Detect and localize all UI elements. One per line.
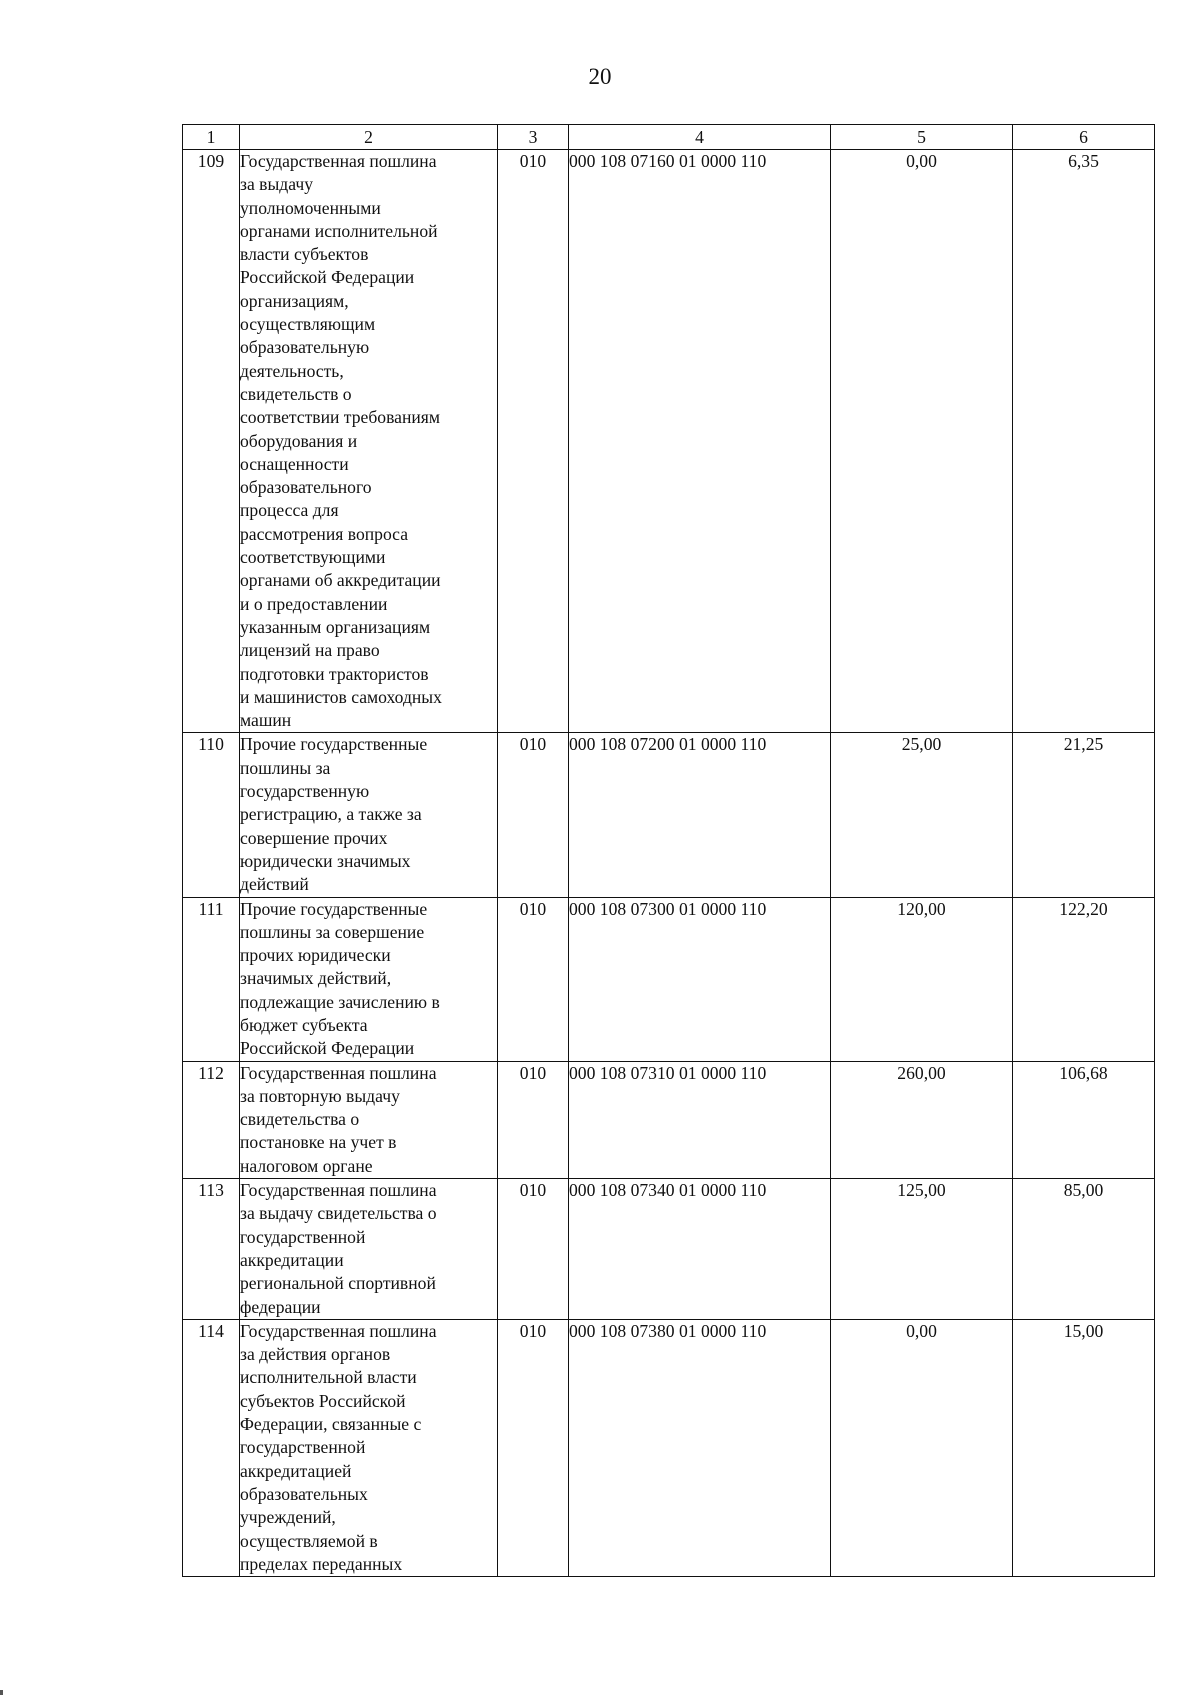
table-row xyxy=(183,1179,1155,1320)
revenue-name-cell xyxy=(240,1179,498,1320)
revenue-name-line: юридически значимых xyxy=(240,850,411,871)
revenue-name-line: лицензий на право xyxy=(240,640,380,661)
revenue-name-line: пределах переданных xyxy=(240,1553,403,1574)
revenue-name-line: рассмотрения вопроса xyxy=(240,523,409,544)
budget-classification-code-cell: 000 108 07380 01 0000 110 xyxy=(569,1319,831,1576)
row-number-cell: 113 xyxy=(183,1179,240,1320)
amount-col5-cell: 0,00 xyxy=(831,150,1013,733)
budget-classification-code-cell: 000 108 07200 01 0000 110 xyxy=(569,733,831,897)
revenue-name-line: соответствии требованиям xyxy=(240,407,441,428)
revenue-name-line: совершение прочих xyxy=(240,827,388,848)
amount-col6-cell: 85,00 xyxy=(1013,1179,1155,1320)
amount-col5-cell: 125,00 xyxy=(831,1179,1013,1320)
revenue-name-cell xyxy=(240,1319,498,1576)
revenue-name-line: Федерации, связанные с xyxy=(240,1414,422,1435)
revenue-name-line: органами об аккредитации xyxy=(240,570,441,591)
revenue-name-line: соответствующими xyxy=(240,547,386,568)
revenue-name-line: Прочие государственные xyxy=(240,734,428,755)
revenue-name-line: Российской Федерации xyxy=(240,1038,415,1059)
revenue-name-cell xyxy=(240,1061,498,1178)
revenue-name-cell xyxy=(240,733,498,897)
column-header: 6 xyxy=(1013,125,1155,150)
revenue-name-line: государственной xyxy=(240,1226,366,1247)
revenue-name-line: федерации xyxy=(240,1296,321,1317)
header-row xyxy=(183,125,1155,150)
revenue-name-line: Государственная пошлина xyxy=(240,1062,437,1083)
row-number-cell: 111 xyxy=(183,897,240,1061)
revenue-name-line: исполнительной власти xyxy=(240,1367,417,1388)
admin-code-cell: 010 xyxy=(498,733,569,897)
revenue-name-line: процесса для xyxy=(240,500,339,521)
revenue-name-line: за повторную выдачу xyxy=(240,1085,400,1106)
table-row xyxy=(183,1319,1155,1576)
revenue-name-line: субъектов Российской xyxy=(240,1390,406,1411)
revenue-name-line: органами исполнительной xyxy=(240,220,438,241)
row-number-cell: 110 xyxy=(183,733,240,897)
revenue-name-line: постановке на учет в xyxy=(240,1132,397,1153)
amount-col6-cell: 15,00 xyxy=(1013,1319,1155,1576)
amount-col5-cell: 0,00 xyxy=(831,1319,1013,1576)
revenue-name-line: оснащенности xyxy=(240,453,349,474)
revenue-name-line: образовательных xyxy=(240,1483,368,1504)
amount-col6-cell: 6,35 xyxy=(1013,150,1155,733)
column-header: 1 xyxy=(183,125,240,150)
revenue-name-line: за действия органов xyxy=(240,1344,391,1365)
row-number-cell: 114 xyxy=(183,1319,240,1576)
revenue-name-line: свидетельства о xyxy=(240,1109,360,1130)
revenue-name-line: действий xyxy=(240,874,309,895)
revenue-name-line: Государственная пошлина xyxy=(240,1320,437,1341)
revenue-name-cell xyxy=(240,150,498,733)
table-body xyxy=(183,150,1155,1577)
revenue-name-line: образовательную xyxy=(240,337,370,358)
revenue-table xyxy=(182,124,1155,1577)
revenue-name-line: и машинистов самоходных xyxy=(240,686,442,707)
amount-col6-cell: 122,20 xyxy=(1013,897,1155,1061)
revenue-name-line: бюджет субъекта xyxy=(240,1014,368,1035)
column-header: 4 xyxy=(569,125,831,150)
revenue-name-line: за выдачу xyxy=(240,174,313,195)
column-header: 5 xyxy=(831,125,1013,150)
revenue-name-line: организациям, xyxy=(240,290,349,311)
revenue-name-line: государственную xyxy=(240,781,370,802)
revenue-name-cell xyxy=(240,897,498,1061)
revenue-name-line: и о предоставлении xyxy=(240,593,388,614)
revenue-name-line: образовательного xyxy=(240,477,372,498)
revenue-name-line: регистрацию, а также за xyxy=(240,804,422,825)
revenue-name-line: осуществляющим xyxy=(240,314,376,335)
revenue-name-line: налоговом органе xyxy=(240,1155,373,1176)
budget-classification-code-cell: 000 108 07310 01 0000 110 xyxy=(569,1061,831,1178)
revenue-name-line: значимых действий, xyxy=(240,968,392,989)
row-number-cell: 112 xyxy=(183,1061,240,1178)
admin-code-cell: 010 xyxy=(498,150,569,733)
admin-code-cell: 010 xyxy=(498,1061,569,1178)
amount-col6-cell: 21,25 xyxy=(1013,733,1155,897)
revenue-name-line: прочих юридически xyxy=(240,945,391,966)
scan-mark xyxy=(0,1690,3,1695)
revenue-name-line: учреждений, xyxy=(240,1507,336,1528)
revenue-name-line: Государственная пошлина xyxy=(240,1180,437,1201)
revenue-name-line: машин xyxy=(240,710,292,731)
revenue-name-line: оборудования и xyxy=(240,430,358,451)
table-row xyxy=(183,150,1155,733)
revenue-name-line: аккредитации xyxy=(240,1249,344,1270)
budget-classification-code-cell: 000 108 07340 01 0000 110 xyxy=(569,1179,831,1320)
admin-code-cell: 010 xyxy=(498,1179,569,1320)
revenue-name-line: указанным организациям xyxy=(240,616,431,637)
revenue-name-line: пошлины за xyxy=(240,757,331,778)
amount-col6-cell: 106,68 xyxy=(1013,1061,1155,1178)
revenue-name-line: власти субъектов xyxy=(240,244,369,265)
revenue-name-line: за выдачу свидетельства о xyxy=(240,1203,437,1224)
row-number-cell: 109 xyxy=(183,150,240,733)
revenue-name-line: уполномоченными xyxy=(240,197,381,218)
table-row xyxy=(183,897,1155,1061)
revenue-name-line: пошлины за совершение xyxy=(240,921,425,942)
revenue-name-line: аккредитацией xyxy=(240,1460,352,1481)
table-row xyxy=(183,1061,1155,1178)
column-header: 2 xyxy=(240,125,498,150)
page-number: 20 xyxy=(588,64,612,89)
revenue-name-line: подлежащие зачислению в xyxy=(240,991,440,1012)
budget-classification-code-cell: 000 108 07300 01 0000 110 xyxy=(569,897,831,1061)
revenue-name-line: Российской Федерации xyxy=(240,267,415,288)
revenue-name-line: подготовки трактористов xyxy=(240,663,429,684)
revenue-name-line: деятельность, xyxy=(240,360,344,381)
revenue-name-line: Государственная пошлина xyxy=(240,151,437,171)
table-row xyxy=(183,733,1155,897)
amount-col5-cell: 25,00 xyxy=(831,733,1013,897)
amount-col5-cell: 260,00 xyxy=(831,1061,1013,1178)
column-header: 3 xyxy=(498,125,569,150)
revenue-name-line: государственной xyxy=(240,1437,366,1458)
revenue-name-line: региональной спортивной xyxy=(240,1273,436,1294)
admin-code-cell: 010 xyxy=(498,1319,569,1576)
amount-col5-cell: 120,00 xyxy=(831,897,1013,1061)
budget-classification-code-cell: 000 108 07160 01 0000 110 xyxy=(569,150,831,733)
revenue-name-line: Прочие государственные xyxy=(240,898,428,919)
revenue-name-line: свидетельств о xyxy=(240,383,352,404)
admin-code-cell: 010 xyxy=(498,897,569,1061)
revenue-name-line: осуществляемой в xyxy=(240,1530,378,1551)
